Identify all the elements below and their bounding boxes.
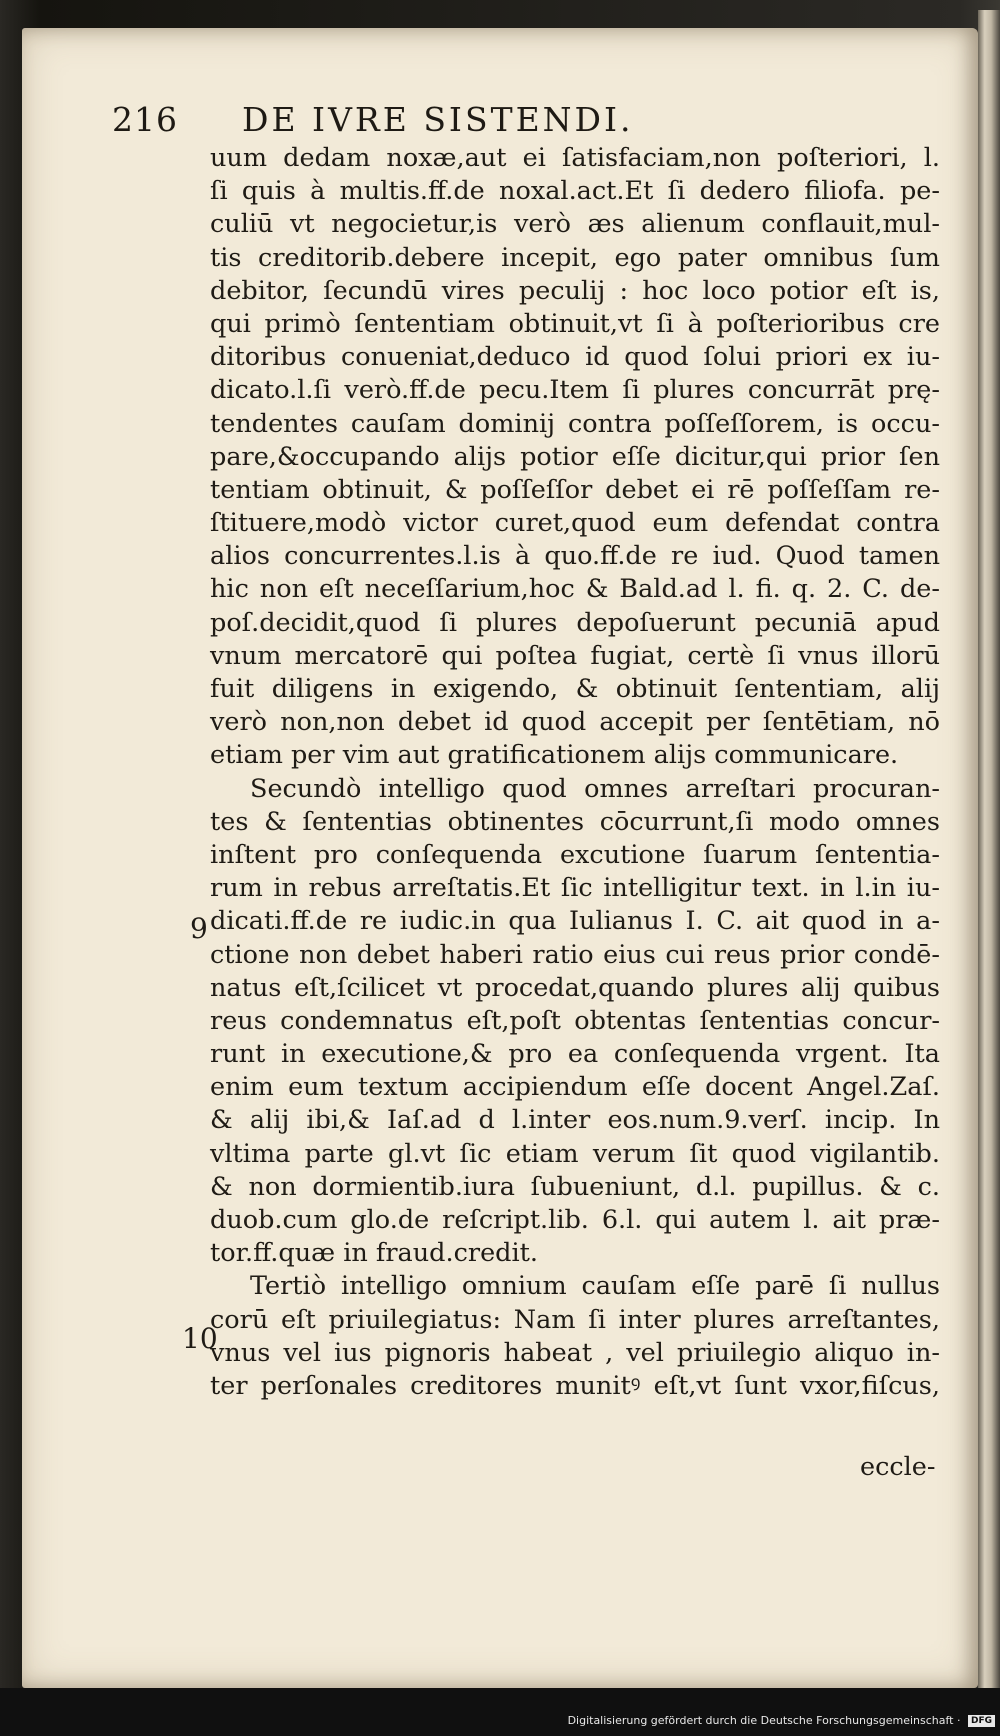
- text-line: poſ.decidit,quod ſi plures depoſuerunt pecuniā apud: [210, 607, 940, 638]
- text-line: uum dedam noxæ,aut ei ſatisfaciam,non poſteriori, l.: [210, 143, 940, 173]
- text-line: duob.cum glo.de reſcript.lib. 6.l. qui autem l. ait præ-: [210, 1205, 940, 1235]
- book-edge: [978, 10, 1000, 1710]
- dfg-logo: DFG: [968, 1715, 995, 1727]
- text-line: alios concurrentes.l.is à quo.ff.de re iud. Quod tamen: [210, 541, 940, 572]
- text-line: dicati.ff.de re iudic.in qua Iulianus I. C. ait quod in a-: [210, 906, 940, 937]
- text-line: culiū vt negocietur,is verò æs alienum conflauit,mul-: [210, 209, 940, 240]
- text-line: ctione non debet haberi ratio eius cui reus prior condē-: [210, 939, 940, 970]
- text-line: ter perſonales creditores munitꝰ eſt,vt ſunt vxor,fiſcus,: [210, 1370, 940, 1401]
- text-line: reus condemnatus eſt,poſt obtentas ſententias concur-: [210, 1005, 940, 1036]
- text-line: corū eſt priuilegiatus: Nam ſi inter plures arreſtantes,: [210, 1304, 940, 1335]
- text-line: vltima parte gl.vt ſic etiam verum ſit quod vigilantib.: [210, 1138, 940, 1169]
- text-line: vnum mercatorē qui poſtea fugiat, certè ſi vnus illorū: [210, 640, 940, 671]
- page-header: [112, 100, 772, 144]
- text-line: dicato.l.ſi verò.ff.de pecu.Item ſi plures concurrāt prę-: [210, 375, 940, 406]
- page-number: 216: [112, 100, 178, 139]
- body-text: [210, 142, 940, 1403]
- text-line: enim eum textum accipiendum eſſe docent Angel.Zaſ.: [210, 1072, 940, 1103]
- running-head: DE IVRE SISTENDI.: [242, 100, 634, 139]
- text-line: ditoribus conueniat,deduco id quod ſolui priori ex iu-: [210, 342, 940, 373]
- footer-text: Digitalisierung gefördert durch die Deutsche Forschungsgemeinschaft ·: [567, 1714, 961, 1727]
- text-line: pare,&occupando alijs potior eſſe dicitur,qui prior ſen: [210, 441, 940, 472]
- text-line: & alij ibi,& Iaſ.ad d l.inter eos.num.9.verſ. incip. In: [210, 1105, 940, 1136]
- text-line: tentiam obtinuit, & poſſeſſor debet ei rē poſſeſſam re-: [210, 474, 940, 505]
- text-line: hic non eſt neceſſarium,hoc & Bald.ad l. fi. q. 2. C. de-: [210, 574, 940, 605]
- text-line: tor.ff.quæ in fraud.credit.: [210, 1238, 538, 1269]
- text-line: Tertiò intelligo omnium cauſam eſſe parē ſi nullus: [250, 1271, 940, 1302]
- text-line: inſtent pro conſequenda excutione ſuarum ſententia-: [210, 839, 940, 870]
- text-line: ſtituere,modò victor curet,quod eum defendat contra: [210, 508, 940, 539]
- text-line: & non dormientib.iura ſubueniunt, d.l. pupillus. & c.: [210, 1171, 940, 1202]
- text-line: rum in rebus arreſtatis.Et ſic intelligitur text. in l.in iu-: [210, 873, 940, 904]
- text-line: vnus vel ius pignoris habeat , vel priuilegio aliquo in-: [210, 1337, 940, 1368]
- text-line: fuit diligens in exigendo, & obtinuit ſententiam, alij: [210, 674, 940, 704]
- text-line: debitor, ſecundū vires peculij : hoc loco potior eſt is,: [210, 275, 940, 306]
- text-line: tis creditorib.debere incepit, ego pater omnibus ſum: [210, 242, 940, 273]
- text-line: tes & ſententias obtinentes cōcurrunt,ſi modo omnes: [210, 806, 940, 837]
- text-line: qui primò ſententiam obtinuit,vt ſi à poſterioribus cre: [210, 308, 940, 339]
- text-line: ſi quis à multis.ff.de noxal.act.Et ſi dedero filiofa. pe-: [210, 176, 940, 207]
- catchword: eccle-: [860, 1452, 936, 1482]
- text-line: etiam per vim aut gratificationem alijs communicare.: [210, 740, 899, 771]
- text-line: natus eſt,ſcilicet vt procedat,quando plures alij quibus: [210, 972, 940, 1003]
- text-line: verò non,non debet id quod accepit per ſentētiam, nō: [210, 707, 940, 738]
- text-line: runt in executione,& pro ea conſequenda vrgent. Ita: [210, 1039, 940, 1070]
- digitization-footer: [555, 1714, 995, 1732]
- text-line: Secundò intelligo quod omnes arreſtari procuran-: [250, 773, 940, 804]
- margin-number: 9: [190, 912, 208, 945]
- text-line: tendentes cauſam dominij contra poſſeſſorem, is occu-: [210, 408, 940, 439]
- margin-number: 10: [182, 1322, 218, 1355]
